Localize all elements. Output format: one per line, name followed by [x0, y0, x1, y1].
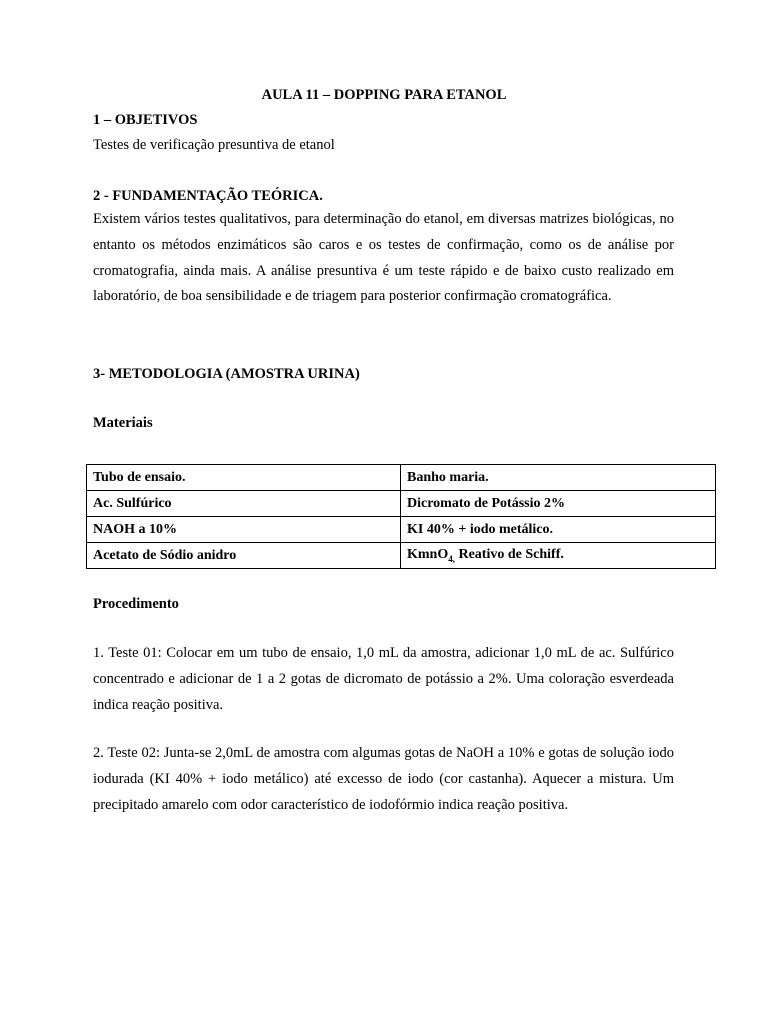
table-cell: Banho maria. [401, 465, 716, 491]
procedure-step-1: 1. Teste 01: Colocar em um tubo de ensaio, 1,0 mL da amostra, adicionar 1,0 mL de ac. Sulfúrico concentrado e adicionar de 1 a 2 gotas de dicromato de potássio a 2%. Uma coloração esverdeada indica reação positiva. [93, 645, 674, 713]
cell-text-prefix: KmnO [407, 547, 449, 563]
table-row [87, 543, 716, 569]
materials-heading: Materiais [93, 415, 153, 431]
section-1-heading: 1 – OBJETIVOS [93, 112, 198, 128]
table-cell [401, 543, 716, 569]
materials-table [86, 464, 716, 569]
table-cell: Dicromato de Potássio 2% [401, 491, 716, 517]
table-cell: Acetato de Sódio anidro [87, 543, 401, 569]
table-cell: Ac. Sulfúrico [87, 491, 401, 517]
procedure-step-2: 2. Teste 02: Junta-se 2,0mL de amostra com algumas gotas de NaOH a 10% e gotas de solução iodo iodurada (KI 40% + iodo metálico) até excesso de iodo (cor castanha). Aquecer a mistura. Um precipitado amarelo com odor característico de iodofórmio indica reação positiva. [93, 745, 674, 813]
table-row [87, 517, 716, 543]
section-3-heading: 3- METODOLOGIA (AMOSTRA URINA) [93, 366, 360, 382]
procedure-heading: Procedimento [93, 596, 179, 612]
table-cell: KI 40% + iodo metálico. [401, 517, 716, 543]
cell-text-subscript: 4, [448, 553, 455, 564]
section-1-text: Testes de verificação presuntiva de etanol [93, 137, 335, 153]
table-row [87, 465, 716, 491]
table-cell: Tubo de ensaio. [87, 465, 401, 491]
section-2-paragraph: Existem vários testes qualitativos, para determinação do etanol, em diversas matrizes biológicas, no entanto os métodos enzimáticos são caros e os testes de confirmação, como os de análise por cromatografia, ainda mais. A análise presuntiva é um teste rápido e de baixo custo realizado em laboratório, de boa sensibilidade e de triagem para posterior confirmação cromatográfica. [93, 211, 674, 305]
cell-text-suffix: Reativo de Schiff. [454, 547, 564, 563]
section-2-heading: 2 - FUNDAMENTAÇÃO TEÓRICA. [93, 188, 323, 204]
document-title: AULA 11 – DOPPING PARA ETANOL [261, 87, 507, 103]
table-cell: NAOH a 10% [87, 517, 401, 543]
table-row [87, 491, 716, 517]
